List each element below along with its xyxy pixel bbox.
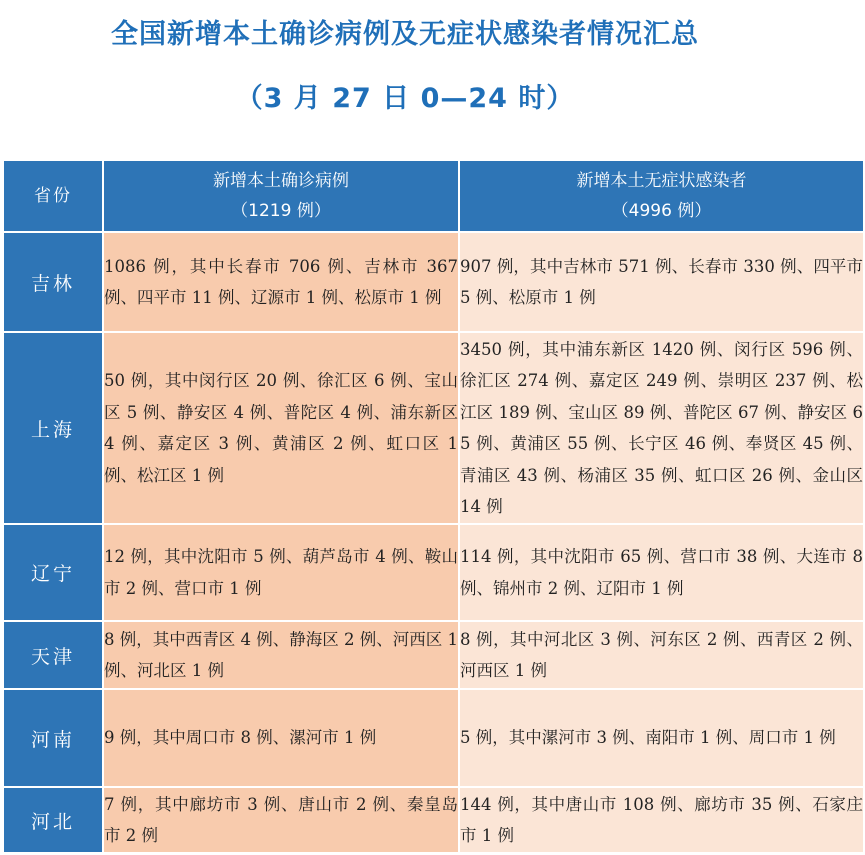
header-asymptomatic — [459, 160, 864, 232]
asymptomatic-cell: 907 例，其中吉林市 571 例、长春市 330 例、四平市 5 例、松原市 1 例 — [459, 232, 864, 332]
confirmed-cell: 50 例，其中闵行区 20 例、徐汇区 6 例、宝山区 5 例、静安区 4 例、普陀区 4 例、浦东新区 4 例、嘉定区 3 例、黄浦区 2 例、虹口区 1 例、松江区 1 例 — [103, 332, 459, 524]
table-row — [3, 787, 864, 853]
header-confirmed-label: 新增本土确诊病例 — [213, 171, 349, 191]
table-row — [3, 332, 864, 524]
asymptomatic-cell: 144 例，其中唐山市 108 例、廊坊市 35 例、石家庄市 1 例 — [459, 787, 864, 853]
province-cell: 上海 — [3, 332, 103, 524]
header-asymptomatic-label: 新增本土无症状感染者 — [576, 171, 747, 191]
header-asymptomatic-total: （4996 例） — [611, 201, 712, 221]
confirmed-cell: 12 例，其中沈阳市 5 例、葫芦岛市 4 例、鞍山市 2 例、营口市 1 例 — [103, 524, 459, 621]
page-subtitle: （3 月 27 日 0—24 时） — [235, 83, 575, 114]
confirmed-cell: 8 例，其中西青区 4 例、静海区 2 例、河西区 1 例、河北区 1 例 — [103, 621, 459, 689]
page-title: 全国新增本土确诊病例及无症状感染者情况汇总 — [111, 19, 699, 50]
table-row — [3, 232, 864, 332]
province-cell: 河南 — [3, 689, 103, 787]
asymptomatic-cell: 114 例，其中沈阳市 65 例、营口市 38 例、大连市 8 例、锦州市 2 例、辽阳市 1 例 — [459, 524, 864, 621]
province-cell: 吉林 — [3, 232, 103, 332]
province-cell: 河北 — [3, 787, 103, 853]
confirmed-cell: 7 例，其中廊坊市 3 例、唐山市 2 例、秦皇岛市 2 例 — [103, 787, 459, 853]
table-row — [3, 689, 864, 787]
confirmed-cell: 9 例，其中周口市 8 例、漯河市 1 例 — [103, 689, 459, 787]
summary-table — [2, 159, 865, 854]
table-row — [3, 621, 864, 689]
province-cell: 辽宁 — [3, 524, 103, 621]
header-confirmed-total: （1219 例） — [231, 201, 331, 221]
confirmed-cell: 1086 例，其中长春市 706 例、吉林市 367 例、四平市 11 例、辽源市 1 例、松原市 1 例 — [103, 232, 459, 332]
table-row — [3, 524, 864, 621]
asymptomatic-cell: 5 例，其中漯河市 3 例、南阳市 1 例、周口市 1 例 — [459, 689, 864, 787]
header-confirmed — [103, 160, 459, 232]
province-cell: 天津 — [3, 621, 103, 689]
asymptomatic-cell: 3450 例，其中浦东新区 1420 例、闵行区 596 例、徐汇区 274 例、嘉定区 249 例、崇明区 237 例、松江区 189 例、宝山区 89 例、普陀区 67 例、静安区 65 例、黄浦区 55 例、长宁区 46 例、奉贤区 45 例、青浦区 43 例、杨浦区 35 例、虹口区 26 例、金山区 14 例 — [459, 332, 864, 524]
header-province: 省份 — [3, 160, 103, 232]
table-header-row — [3, 160, 864, 232]
asymptomatic-cell: 8 例，其中河北区 3 例、河东区 2 例、西青区 2 例、河西区 1 例 — [459, 621, 864, 689]
